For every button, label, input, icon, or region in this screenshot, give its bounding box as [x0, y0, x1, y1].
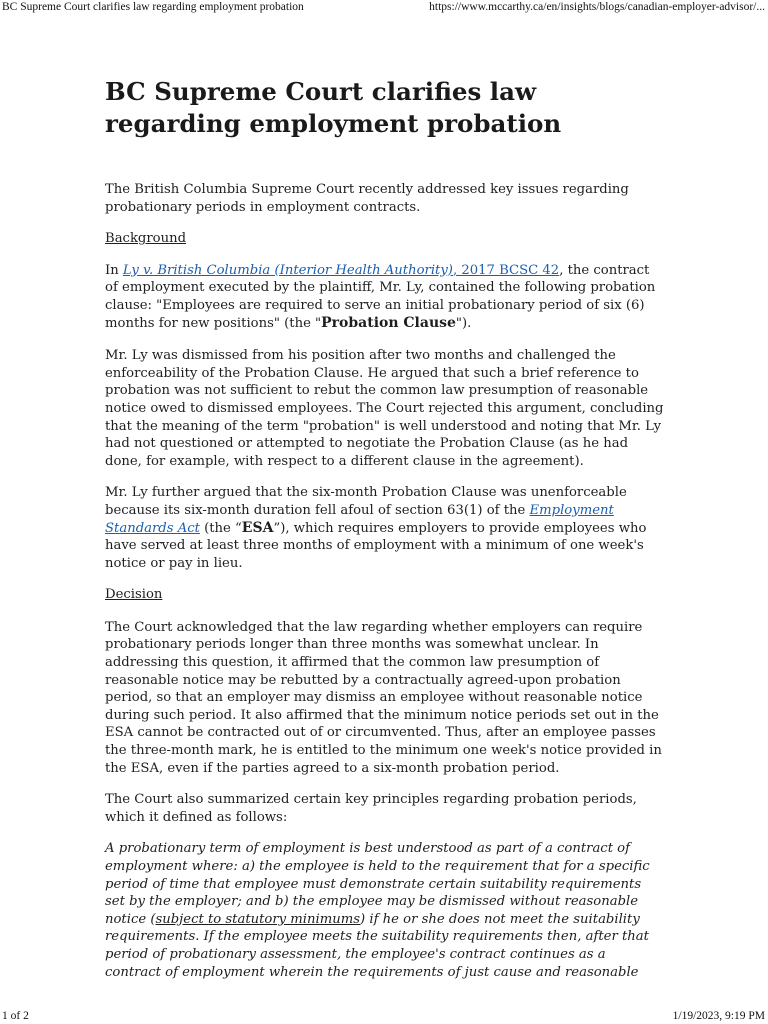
esa-paragraph: Mr. Ly further argued that the six-month Probation Clause was unenforceable because its six-month duration fell afoul of section 63(1) of the Employment Standards Act (the “ESA”), which requires employers to provide employees who have served at least three months of employment with a minimum of one week's notice or pay in lieu.: [105, 485, 647, 571]
article-title: BC Supreme Court clarifies law regarding employment probation: [105, 77, 562, 138]
statutory-minimums-phrase: subject to statutory minimums: [155, 911, 361, 927]
case-paragraph: In Ly v. British Columbia (Interior Health Authority), 2017 BCSC 42, the contract of employment executed by the plaintiff, Mr. Ly, contained the following probation clause: "Employees are required to serve an initial probationary period of six (6) months for new positions" (the "Probation Clause").: [105, 262, 656, 331]
print-footer: [0, 1010, 768, 1024]
print-header: [0, 1, 768, 15]
article: [105, 76, 665, 981]
case-citation-link[interactable]: Ly v. British Columbia (Interior Health Authority), 2017 BCSC 42: [122, 262, 560, 278]
employment-standards-act-link[interactable]: Employment Standards Act: [105, 502, 614, 536]
intro-paragraph: The British Columbia Supreme Court recently addressed key issues regarding probationary periods in employment contracts.: [105, 182, 629, 215]
decision-heading: Decision: [105, 587, 163, 603]
page-count: 1 of 2: [2, 1010, 29, 1022]
print-timestamp: 1/19/2023, 9:19 PM: [672, 1010, 765, 1022]
principles-intro-paragraph: The Court also summarized certain key principles regarding probation periods, which it defined as follows:: [105, 792, 637, 825]
decision-paragraph: The Court acknowledged that the law regarding whether employers can require probationary periods longer than three months was somewhat unclear. In addressing this question, it affirmed that the common law presumption of reasonable notice may be rebutted by a contractually agreed-upon probation period, so that an employer may dismiss an employee without reasonable notice during such period. It also affirmed that the minimum notice periods set out in the ESA cannot be contracted out of or circumvented. Thus, after an employee passes the three-month mark, he is entitled to the minimum one week's notice provided in the ESA, even if the parties agreed to a six-month probation period.: [105, 619, 662, 776]
print-header-title: BC Supreme Court clarifies law regarding employment probation: [2, 1, 304, 13]
background-heading: Background: [105, 231, 187, 247]
argument-paragraph: Mr. Ly was dismissed from his position after two months and challenged the enforceability of the Probation Clause. He argued that such a brief reference to probation was not sufficient to rebut the common law presumption of reasonable notice owed to dismissed employees. The Court rejected this argument, concluding that the meaning of the term "probation" is well understood and noting that Mr. Ly had not questioned or attempted to negotiate the Probation Clause (as he had done, for example, with respect to a different clause in the agreement).: [105, 348, 664, 469]
print-header-url: https://www.mccarthy.ca/en/insights/blogs/canadian-employer-advisor/...: [429, 1, 765, 13]
esa-term: ESA: [241, 519, 274, 536]
definition-quote: A probationary term of employment is best understood as part of a contract of employment where: a) the employee is held to the requirement that for a specific period of time that employee must demonstrate certain suitability requirements set by the employer; and b) the employee may be dismissed without reasonable notice (subject to statutory minimums) if he or she does not meet the suitability requirements. If the employee meets the suitability requirements then, after that period of probationary assessment, the employee's contract continues as a contract of employment wherein the requirements of just cause and reasonable: [105, 841, 650, 980]
probation-clause-term: Probation Clause: [321, 314, 456, 331]
